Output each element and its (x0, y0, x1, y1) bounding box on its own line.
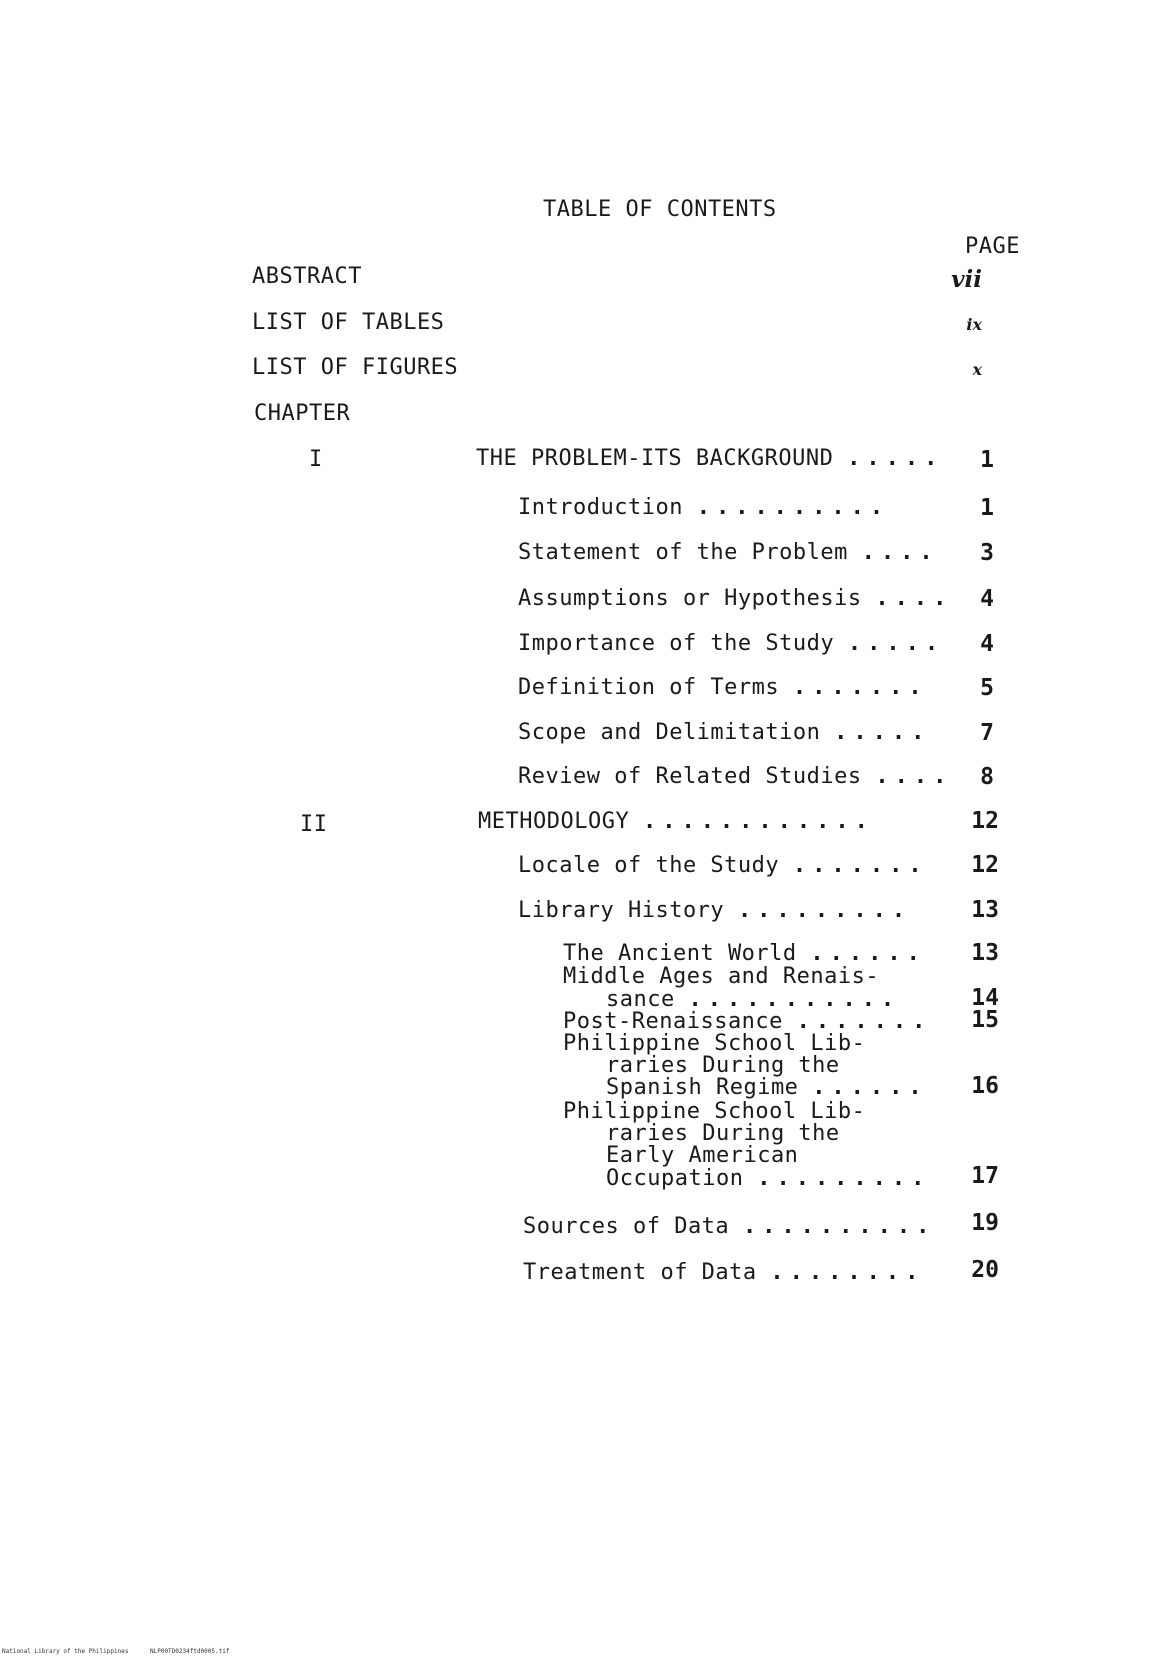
toc-section[interactable]: Statement of the Problem .... (518, 540, 939, 565)
page-title: TABLE OF CONTENTS (543, 197, 777, 222)
chapter-title[interactable]: THE PROBLEM-ITS BACKGROUND ..... (476, 446, 944, 471)
toc-section[interactable]: Importance of the Study ..... (518, 631, 945, 656)
toc-subsection[interactable]: Occupation ......... (606, 1166, 931, 1191)
page-column-header: PAGE (965, 234, 1020, 259)
toc-subsection-line[interactable]: Middle Ages and Renais- (563, 964, 880, 989)
toc-section[interactable]: Treatment of Data ........ (523, 1260, 925, 1285)
toc-subsection-line[interactable]: raries During the (606, 1053, 840, 1078)
chapter-numeral: I (309, 447, 323, 472)
chapter-page: 1 (980, 447, 994, 473)
toc-entry-abstract[interactable]: ABSTRACT (252, 264, 362, 289)
toc-section-page: 20 (971, 1257, 999, 1283)
toc-section[interactable]: Sources of Data .......... (523, 1214, 936, 1239)
toc-section-page: 12 (971, 852, 999, 878)
toc-section[interactable]: Review of Related Studies .... (518, 764, 953, 789)
chapter-numeral: II (300, 812, 328, 837)
toc-section[interactable]: Scope and Delimitation ..... (518, 720, 931, 745)
toc-section[interactable]: Assumptions or Hypothesis .... (518, 586, 953, 611)
chapter-title[interactable]: METHODOLOGY ............ (478, 809, 874, 834)
toc-subsection[interactable]: The Ancient World ...... (563, 941, 926, 966)
chapter-heading: CHAPTER (254, 401, 351, 426)
toc-section-page: 7 (980, 720, 994, 746)
footer-library-name: National Library of the Philippines (2, 1648, 129, 1655)
toc-subsection-page: 13 (971, 940, 999, 966)
toc-subsection-page: 16 (971, 1073, 999, 1099)
toc-section-page: 19 (971, 1210, 999, 1236)
toc-subsection-page: 14 (971, 985, 999, 1011)
toc-entry-list-of-tables[interactable]: LIST OF TABLES (252, 310, 445, 335)
toc-subsection[interactable]: sance ........... (606, 987, 901, 1012)
toc-section[interactable]: Definition of Terms ....... (518, 675, 928, 700)
toc-subsection[interactable]: Spanish Regime ...... (606, 1075, 928, 1100)
toc-entry-list-of-figures[interactable]: LIST OF FIGURES (252, 355, 459, 380)
toc-subsection-page: 15 (971, 1007, 999, 1033)
toc-section[interactable]: Library History ......... (518, 898, 912, 923)
toc-section-page: 5 (980, 675, 994, 701)
toc-page-list-of-figures: x (972, 360, 982, 379)
toc-subsection-line[interactable]: Philippine School Lib- (563, 1099, 866, 1124)
toc-subsection[interactable]: Post-Renaissance ....... (563, 1009, 932, 1034)
toc-section-page: 8 (980, 764, 994, 790)
toc-section-page: 4 (980, 631, 994, 657)
toc-section-page: 13 (971, 897, 999, 923)
chapter-page: 12 (971, 808, 999, 834)
toc-page-abstract: vii (951, 266, 982, 293)
toc-page-list-of-tables: ix (966, 315, 982, 334)
toc-section[interactable]: Introduction .......... (518, 495, 890, 520)
toc-section-page: 4 (980, 586, 994, 612)
toc-section[interactable]: Locale of the Study ....... (518, 853, 928, 878)
toc-section-page: 3 (980, 540, 994, 566)
toc-subsection-page: 17 (971, 1163, 999, 1189)
toc-subsection-line[interactable]: Early American (606, 1143, 799, 1168)
footer-file-name: NLP00TD0234ftd0005.tif (150, 1648, 230, 1655)
toc-section-page: 1 (980, 495, 994, 521)
toc-subsection-line[interactable]: Philippine School Lib- (563, 1031, 866, 1056)
toc-subsection-line[interactable]: raries During the (606, 1121, 840, 1146)
